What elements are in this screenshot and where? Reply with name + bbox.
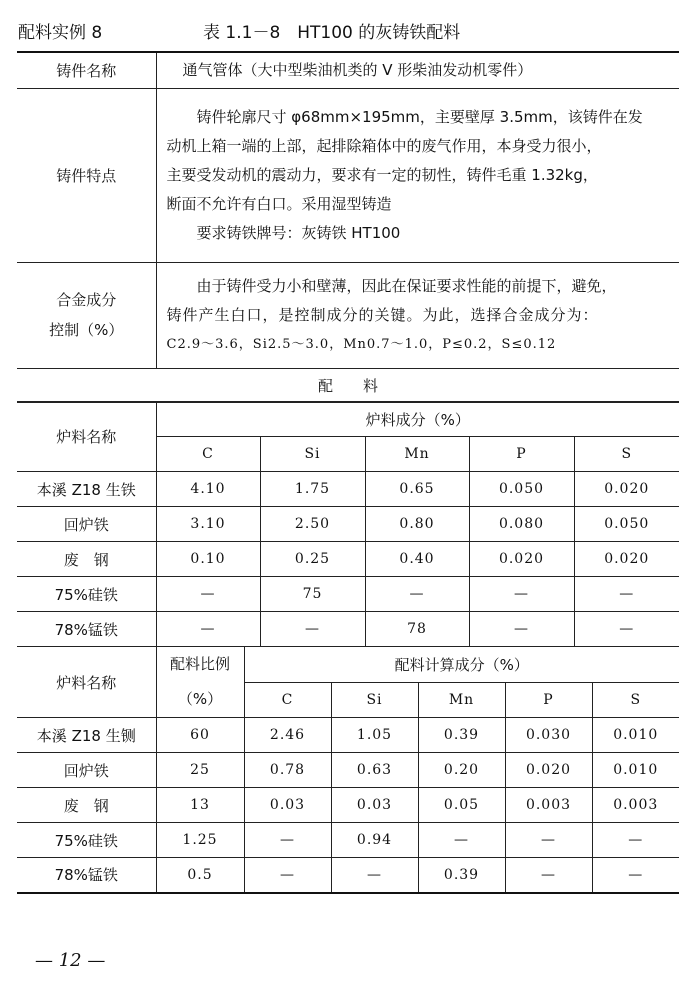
value-cell: 0.63	[331, 753, 418, 788]
alloy-line: C2.9～3.6，Si2.5～3.0，Mn0.7～1.0，P≤0.2，S≤0.12	[166, 336, 557, 352]
element-header: Si	[331, 682, 418, 718]
value-cell: 1.05	[331, 718, 418, 753]
value-cell: 0.050	[574, 507, 679, 542]
material-name: 78%锰铁	[17, 858, 156, 893]
material-name: 78%锰铁	[17, 612, 156, 647]
value-cell: 0.80	[365, 507, 469, 542]
features-label: 铸件特点	[17, 88, 156, 262]
ratio-cell: 13	[156, 788, 244, 823]
info-table	[17, 51, 679, 403]
value-cell: 0.20	[418, 753, 505, 788]
value-cell: 0.25	[260, 542, 365, 577]
table-row	[17, 542, 679, 577]
alloy-label-line: 合金成分	[56, 291, 117, 309]
material-name: 废 钢	[17, 542, 156, 577]
alloy-label	[17, 262, 156, 368]
value-cell: 0.39	[418, 718, 505, 753]
element-header: C	[156, 437, 260, 472]
table-row	[17, 472, 679, 507]
value-cell: 0.03	[331, 788, 418, 823]
charge-name-header: 炉料名称	[17, 402, 156, 472]
charge-table	[17, 401, 679, 647]
calc-comp-header: 配料计算成分（%）	[244, 647, 679, 683]
table-row	[17, 718, 679, 753]
element-header: S	[592, 682, 679, 718]
element-header: P	[505, 682, 592, 718]
casting-name-label: 铸件名称	[17, 52, 156, 88]
element-header: Mn	[418, 682, 505, 718]
table-row	[17, 507, 679, 542]
value-cell: 0.030	[505, 718, 592, 753]
value-cell: 0.020	[505, 753, 592, 788]
section-title: 配 料	[17, 368, 679, 402]
value-cell: 0.010	[592, 718, 679, 753]
element-header: P	[469, 437, 574, 472]
casting-name-value: 通气管体（大中型柴油机类的 V 形柴油发动机零件）	[156, 52, 679, 88]
value-cell: 4.10	[156, 472, 260, 507]
charge-comp-header: 炉料成分（%）	[156, 402, 679, 437]
material-name: 回炉铁	[17, 507, 156, 542]
value-cell: —	[574, 577, 679, 612]
value-cell: 78	[365, 612, 469, 647]
value-cell: 0.78	[244, 753, 331, 788]
value-cell: 0.40	[365, 542, 469, 577]
table-title: 表 1.1－8 HT100 的灰铸铁配料	[203, 23, 461, 43]
ratio-cell: 1.25	[156, 823, 244, 858]
element-header: Si	[260, 437, 365, 472]
value-cell: —	[418, 823, 505, 858]
value-cell: —	[156, 612, 260, 647]
example-label: 配料实例 8	[18, 23, 103, 43]
ratio-header	[156, 647, 244, 718]
material-name: 75%硅铁	[17, 577, 156, 612]
features-line: 铸件轮廓尺寸 φ68mm×195mm，主要壁厚 3.5mm，该铸件在发	[196, 107, 643, 126]
material-name: 75%硅铁	[17, 823, 156, 858]
calc-name-header: 炉料名称	[17, 647, 156, 718]
value-cell: —	[365, 577, 469, 612]
element-header: C	[244, 682, 331, 718]
value-cell: 1.75	[260, 472, 365, 507]
page-number: — 12 —	[35, 950, 106, 971]
table-row	[17, 577, 679, 612]
element-header: S	[574, 437, 679, 472]
value-cell: —	[469, 577, 574, 612]
value-cell: —	[505, 858, 592, 893]
value-cell: —	[244, 823, 331, 858]
features-text	[156, 88, 679, 262]
material-name: 本溪 Z18 生铡	[17, 718, 156, 753]
features-line: 动机上箱一端的上部，起排除箱体中的废气作用，本身受力很小，	[166, 136, 602, 155]
value-cell: 0.10	[156, 542, 260, 577]
table-row	[17, 788, 679, 823]
ratio-header-line: （%）	[177, 690, 223, 708]
value-cell: —	[331, 858, 418, 893]
table-row	[17, 858, 679, 893]
value-cell: 0.39	[418, 858, 505, 893]
material-name: 回炉铁	[17, 753, 156, 788]
features-line: 断面不允许有白口。采用湿型铸造	[166, 194, 392, 213]
calc-table	[17, 646, 679, 894]
features-grade: 要求铸铁牌号：灰铸铁 HT100	[196, 223, 401, 242]
value-cell: 0.003	[592, 788, 679, 823]
value-cell: 3.10	[156, 507, 260, 542]
material-name: 废 钢	[17, 788, 156, 823]
value-cell: 0.020	[469, 542, 574, 577]
value-cell: 2.50	[260, 507, 365, 542]
value-cell: 0.003	[505, 788, 592, 823]
ratio-cell: 60	[156, 718, 244, 753]
alloy-text	[156, 262, 679, 368]
value-cell: 0.020	[574, 542, 679, 577]
value-cell: —	[469, 612, 574, 647]
value-cell: 0.080	[469, 507, 574, 542]
value-cell: —	[156, 577, 260, 612]
value-cell: 75	[260, 577, 365, 612]
ratio-cell: 25	[156, 753, 244, 788]
table-row	[17, 823, 679, 858]
value-cell: —	[505, 823, 592, 858]
element-header: Mn	[365, 437, 469, 472]
alloy-label-line: 控制（%）	[49, 321, 124, 339]
value-cell: 0.050	[469, 472, 574, 507]
alloy-line: 铸件产生白口，是控制成分的关键。为此，选择合金成分为：	[166, 305, 599, 324]
table-row	[17, 612, 679, 647]
value-cell: —	[244, 858, 331, 893]
alloy-line: 由于铸件受力小和壁薄，因此在保证要求性能的前提下，避免，	[196, 276, 617, 295]
value-cell: 0.010	[592, 753, 679, 788]
value-cell: 0.020	[574, 472, 679, 507]
table-row	[17, 753, 679, 788]
ratio-cell: 0.5	[156, 858, 244, 893]
value-cell: —	[592, 823, 679, 858]
ratio-header-line: 配料比例	[169, 655, 230, 673]
material-name: 本溪 Z18 生铁	[17, 472, 156, 507]
value-cell: 2.46	[244, 718, 331, 753]
value-cell: —	[592, 858, 679, 893]
value-cell: 0.05	[418, 788, 505, 823]
value-cell: 0.03	[244, 788, 331, 823]
value-cell: 0.65	[365, 472, 469, 507]
value-cell: —	[574, 612, 679, 647]
value-cell: —	[260, 612, 365, 647]
features-line: 主要受发动机的震动力，要求有一定的韧性，铸件毛重 1.32kg，	[166, 165, 598, 184]
value-cell: 0.94	[331, 823, 418, 858]
